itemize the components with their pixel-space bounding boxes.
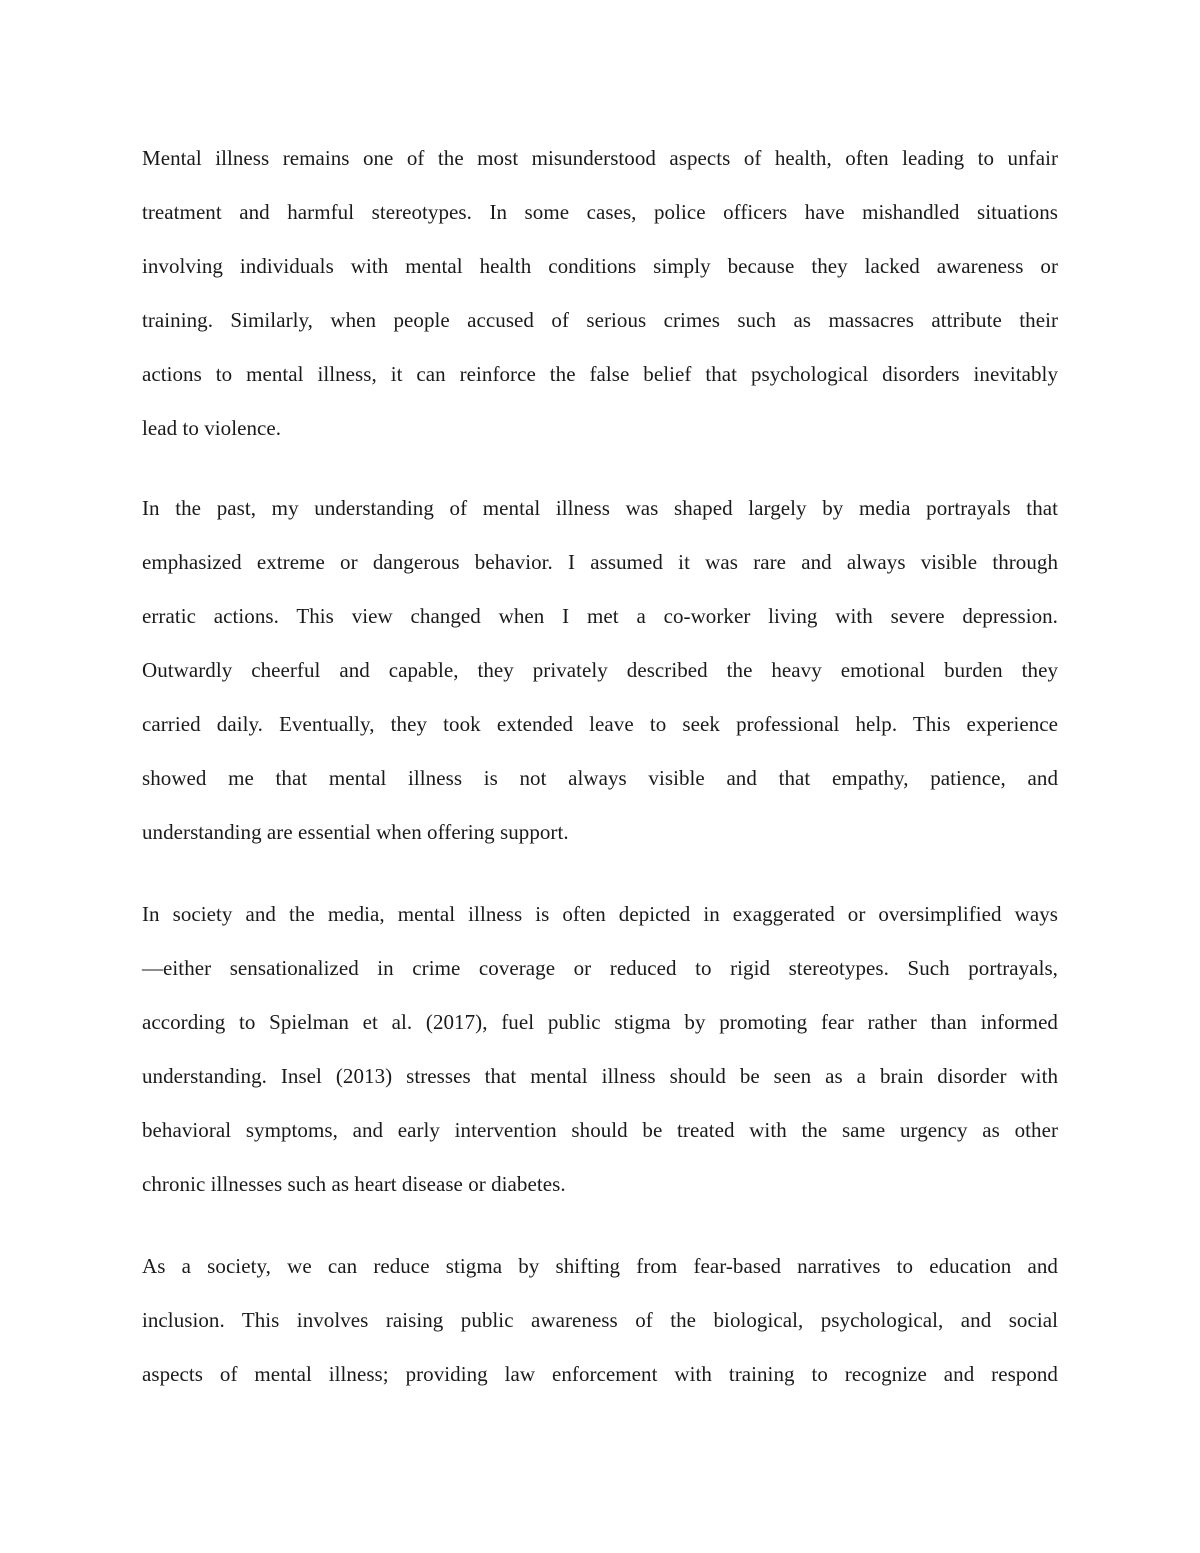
paragraph-2-line-6: showed me that mental illness is not always visible and that empathy, patience, and	[142, 766, 1058, 790]
paragraph-3-line-5: behavioral symptoms, and early intervention should be treated with the same urgency as other	[142, 1118, 1058, 1142]
paragraph-2-line-2: emphasized extreme or dangerous behavior. I assumed it was rare and always visible through	[142, 550, 1058, 574]
paragraph-3-line-2: —either sensationalized in crime coverage or reduced to rigid stereotypes. Such portrayals,	[142, 956, 1058, 980]
paragraph-1-line-5: actions to mental illness, it can reinforce the false belief that psychological disorders inevitably	[142, 362, 1058, 386]
paragraph-4	[142, 1239, 1058, 1401]
paragraph-3-line-6: chronic illnesses such as heart disease or diabetes.	[142, 1172, 566, 1196]
paragraph-1-line-4: training. Similarly, when people accused of serious crimes such as massacres attribute their	[142, 308, 1058, 332]
paragraph-1-line-2: treatment and harmful stereotypes. In some cases, police officers have mishandled situations	[142, 200, 1058, 224]
paragraph-2	[142, 481, 1058, 859]
paragraph-3	[142, 887, 1058, 1211]
paragraph-1-line-1: Mental illness remains one of the most misunderstood aspects of health, often leading to unfair	[142, 146, 1058, 170]
paragraph-2-line-3: erratic actions. This view changed when I met a co-worker living with severe depression.	[142, 604, 1058, 628]
paragraph-3-line-1: In society and the media, mental illness is often depicted in exaggerated or oversimplified ways	[142, 902, 1058, 926]
paragraph-2-line-4: Outwardly cheerful and capable, they privately described the heavy emotional burden they	[142, 658, 1058, 682]
paragraph-4-line-1: As a society, we can reduce stigma by shifting from fear-based narratives to education and	[142, 1254, 1058, 1278]
paragraph-4-line-2: inclusion. This involves raising public awareness of the biological, psychological, and social	[142, 1308, 1058, 1332]
paragraph-1-line-6: lead to violence.	[142, 416, 282, 440]
paragraph-4-line-3: aspects of mental illness; providing law enforcement with training to recognize and respond	[142, 1362, 1058, 1386]
paragraph-1-line-3: involving individuals with mental health conditions simply because they lacked awareness or	[142, 254, 1058, 278]
paragraph-3-line-3: according to Spielman et al. (2017), fuel public stigma by promoting fear rather than informed	[142, 1010, 1058, 1034]
paragraph-1	[142, 131, 1058, 455]
paragraph-3-line-4: understanding. Insel (2013) stresses that mental illness should be seen as a brain disorder with	[142, 1064, 1058, 1088]
paragraph-2-line-5: carried daily. Eventually, they took extended leave to seek professional help. This experience	[142, 712, 1058, 736]
paragraph-2-line-1: In the past, my understanding of mental illness was shaped largely by media portrayals that	[142, 496, 1058, 520]
paragraph-2-line-7: understanding are essential when offering support.	[142, 820, 569, 844]
